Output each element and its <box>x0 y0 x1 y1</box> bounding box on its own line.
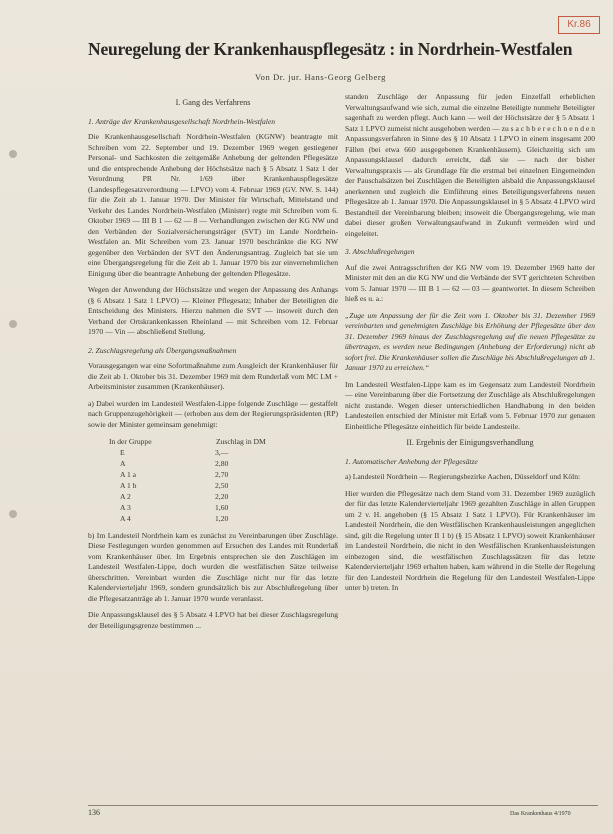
group-cell: A 1 a <box>120 470 137 480</box>
article-author: Von Dr. jur. Hans-Georg Gelberg <box>255 72 386 82</box>
punch-hole <box>9 320 17 328</box>
quoted-paragraph: „Zuge um Anpassung der für die Zeit vom 1. Oktober bis 31. Dezember 1969 vereinbarten und genehmigten Zuschläge bis Erhöhung der Pflegesätze über den 31. Dezember 1969 hinaus der Zuschlagsregelung auf die neuen Pflegesätze zu übertragen, es werden neue Bedingungen (Anhebung der Erforderung) nicht ab sofort frei. Die Krankenhäuser sollen die Zuschläge bis Abschlußregelungen ab 1. Januar 1970 zu erreichen.“ <box>345 310 595 372</box>
table-row <box>108 503 275 514</box>
table-header-surcharge: Zuschlag in DM <box>216 437 266 446</box>
group-cell: A 3 <box>120 502 131 512</box>
paragraph: Vorausgegangen war eine Sofortmaßnahme zum Ausgleich der Krankenhäuser für die Zeit ab 1. Oktober bis 31. Dezember 1969 mit dem Runderlaß vom MC LM + Arbeitsminister zusammen (Krankenhäuser). <box>88 361 338 391</box>
archive-stamp: Kr.86 <box>558 16 600 34</box>
table-header-group: In der Gruppe <box>109 437 152 446</box>
paragraph: Die Anpassungsklausel des § 5 Absatz 4 LPVO hat bei dieser Zuschlagsregelung der Beteiligungsgrenze bestimmen ... <box>88 610 338 630</box>
footer-rule <box>88 805 598 806</box>
group-cell: A 1 b <box>120 481 137 491</box>
surcharge-cell: 2,20 <box>215 492 229 502</box>
table-row <box>108 481 275 492</box>
subsection-heading: 1. Automatischer Anhebung der Pflegesätze <box>345 456 478 466</box>
punch-hole <box>9 150 17 158</box>
paragraph: Die Krankenhausgesellschaft Nordrhein-Westfalen (KGNW) beantragte mit Schreiben vom 22. September und 19. Dezember 1969 wegen gestiegener Personal- und Sachkosten die zeitgemäße Anhebung der geltenden Pflegesätze und die entsprechende Anhebung der Höchstsätze nach § 5 Absatz 1 Satz 1 der Verordnung PR Nr. 1/69 über Krankenhauspflegesätze (Landespflegesatzverordnung — LPVO) vom 4. Februar 1969 (GV. NW. S. 144) für die Zeit ab 1. Januar 1970. Der Minister für Wirtschaft, Mittelstand und Verkehr des Landes Nordrhein-Westfalen (Minister) regte mit Schreiben vom 6. Oktober 1969 — III B 1 — 62 — 8 — Verhandlungen zwischen der KG NW und den Verbänden der Sozialversicherungsträger (SVT) im Lande Nordrhein-Westfalen an. Mit Schreiben vom 23. Januar 1970 beschränkte die KG NW gegenüber den Verbänden der SVT den Änderungsantrag. Zugleich bat sie um eine Übergangsregelung für die Zeit ab 1. Januar 1970 bis zur einvernehmlichen Einigung über die beantragte Anhebung der geltenden Pflegesätze. <box>88 132 338 278</box>
group-cell: A 2 <box>120 492 131 502</box>
surcharge-cell: 2,80 <box>215 459 229 469</box>
surcharge-cell: 2,50 <box>215 481 229 491</box>
table-row <box>108 459 275 470</box>
table-row <box>108 514 275 525</box>
section-heading: I. Gang des Verfahrens <box>175 98 251 107</box>
surcharge-cell: 2,70 <box>215 470 229 480</box>
subsection-heading: 2. Zuschlagsregelung als Übergangsmaßnahmen <box>88 345 237 355</box>
punch-hole <box>9 510 17 518</box>
table-row <box>108 448 275 459</box>
surcharge-cell: 1,20 <box>215 513 229 523</box>
table-row <box>108 470 275 481</box>
left-column <box>88 92 338 637</box>
subsection-heading: 1. Anträge der Krankenhausgesellschaft Nordrhein-Westfalen <box>88 116 276 126</box>
table-row <box>108 492 275 503</box>
group-cell: E <box>120 448 125 458</box>
paragraph: a) Dabei wurden im Landesteil Westfalen-Lippe folgende Zuschläge — gestaffelt nach Gruppenzugehörigkeit — (erhoben aus dem der Regierungspräsidenten (RP) sowie der Minister gemeinsam genehmigt: <box>88 398 338 429</box>
paragraph: standen Zuschläge der Anpassung für jeden Einzelfall erheblichen Verwaltungsaufwand wie sich, zumal die einzelne Beteiligte nunmehr Beteiligter sagenhaft zu werden pflegt. Auch kann — weil der Höchstsätze der § 5 Absatz 1 Satz 1 LPVO zumeist nicht ausgehoben werden — zu s a c h b e r e c h n e n d e n Anpassungsverfahren in Sinne des § 10 Absatz 1 LPVO in einem insgesamt 200 Fällen (bei etwa 660 ausgegebenen Krankenhäusern). Gleichzeitig sich um Anpassungsklausel dadurch erreicht, daß sie — nach der bisher Verwaltungspraxis — als Grundlage für die erstmal bei einzelnen Eingemeinden der Pauschalsätzen bei Zuschlägen die Beteiligten alsbald die Anpassungsklausel anerkennen und zugleich die Einführung eines Beteiligungsverfahrens neuen Pflegesätze ab 1. Januar 1970. Die Anpassungsklausel in § 5 Absatz 4 LPVO wird Bestandteil der Vereinbarung bleiben; insoweit die Übergangsregelung, wie man dabei dieser großen Verwaltungsaufwand in Zukunft vermeiden wird und eingeleitet. <box>345 92 595 238</box>
paragraph: a) Landesteil Nordrhein — Regierungsbezirke Aachen, Düsseldorf und Köln: <box>345 472 581 481</box>
right-column <box>345 92 595 600</box>
page-number: 136 <box>88 808 100 817</box>
paragraph: Hier wurden die Pflegesätze nach dem Stand vom 31. Dezember 1969 zuzüglich der für das letzte Kalendervierteljahr 1969 gezahlten Zuschläge in allen Gruppen um 2 v. H. angehoben (§ 15 Absatz 1 Satz 1 LPVO). Für Krankenhäuser im Landesteil Nordrhein, die den Westfälischen Krankenhausleistungen angeglichen sind, gilt die Regelung unter II 1 b) (§ 15 Absatz 1 LPVO) soweit Krankenhäuser im Landesteil Nordrhein, die nicht in den Westfälischen Krankenhausleistungen einbezogen sind, die westfälischen Zuschlagssätzen für das letzte Kalendervierteljahr 1969 erhalten haben, kam während in die Stelle der Regelung für den Landesteil Nordrhein die Regelung für den Landesteil Westfalen-Lippe unter b) treten. In <box>345 488 595 592</box>
paragraph: Im Landesteil Westfalen-Lippe kam es im Gegensatz zum Landesteil Nordrhein — eine Vereinbarung über die Fortsetzung der Zuschläge als Abschlußregelungen nicht zustande. Wegen dieser unterschiedlichen Handhabung in den beiden Landesteilen entschied der Minister mit Erlaß vom 5. Februar 1970 zur genauen Einheitliche Pflegesätze einheitlich für beide Landesteile. <box>345 379 595 431</box>
surcharge-cell: 1,60 <box>215 502 229 512</box>
group-cell: A <box>120 459 126 469</box>
surcharge-cell: 3,— <box>215 448 229 458</box>
article-title: Neuregelung der Krankenhauspflegesätz : in Nordrhein-Westfalen <box>88 39 573 59</box>
group-cell: A 4 <box>120 513 131 523</box>
paragraph: Wegen der Anwendung der Höchstsätze und wegen der Anpassung des Anhangs (§ 6 Absatz 1 Satz 1 LPVO) — Kleiner Pflegesatz; Inhaber der Beteiligten die Entscheidung des Ministers. Hierzu nahmen die SVT — insoweit durch den Verband der Ortskrankenkassen Rheinland — mit Schreiben vom 12. Februar 1970 — Vin — abschließend Stellung. <box>88 285 338 336</box>
section-heading: II. Ergebnis der Einigungsverhandlung <box>406 438 534 447</box>
surcharge-table <box>108 436 275 525</box>
paragraph: b) Im Landesteil Nordrhein kam es zunächst zu Vereinbarungen über Zuschläge. Diese Festlegungen wurden genommen auf Ersuchen des Landes mit Runderlaß vom Krankenhäuser über. Im Ergebnis entsprechen sie den Zuschlägen im Landesteil Westfalen-Lippe, doch wurden die westfälischen Sätze teilweise überschritten. Vereinbart wurden die Zuschläge nicht nur für das letzte Kalendervierteljahr 1969, sondern grundsätzlich bis zur Abschlußregelung über die Pflegesatzanträge ab 1. Januar 1970 wurde veranlasst. <box>88 530 338 603</box>
paragraph: Auf die zwei Antragsschriften der KG NW vom 19. Dezember 1969 hatte der Minister mit den an die KG NW und die Verbände der SVT gerichteten Schreiben vom 5. Januar 1970 — III B 1 — 62 — 03 — geantwortet. In diesem Schreiben hieß es u. a.: <box>345 262 595 303</box>
subsection-heading: 3. Abschlußregelungen <box>345 247 415 256</box>
journal-footer: Das Krankenhaus 4/1970 <box>510 811 571 817</box>
